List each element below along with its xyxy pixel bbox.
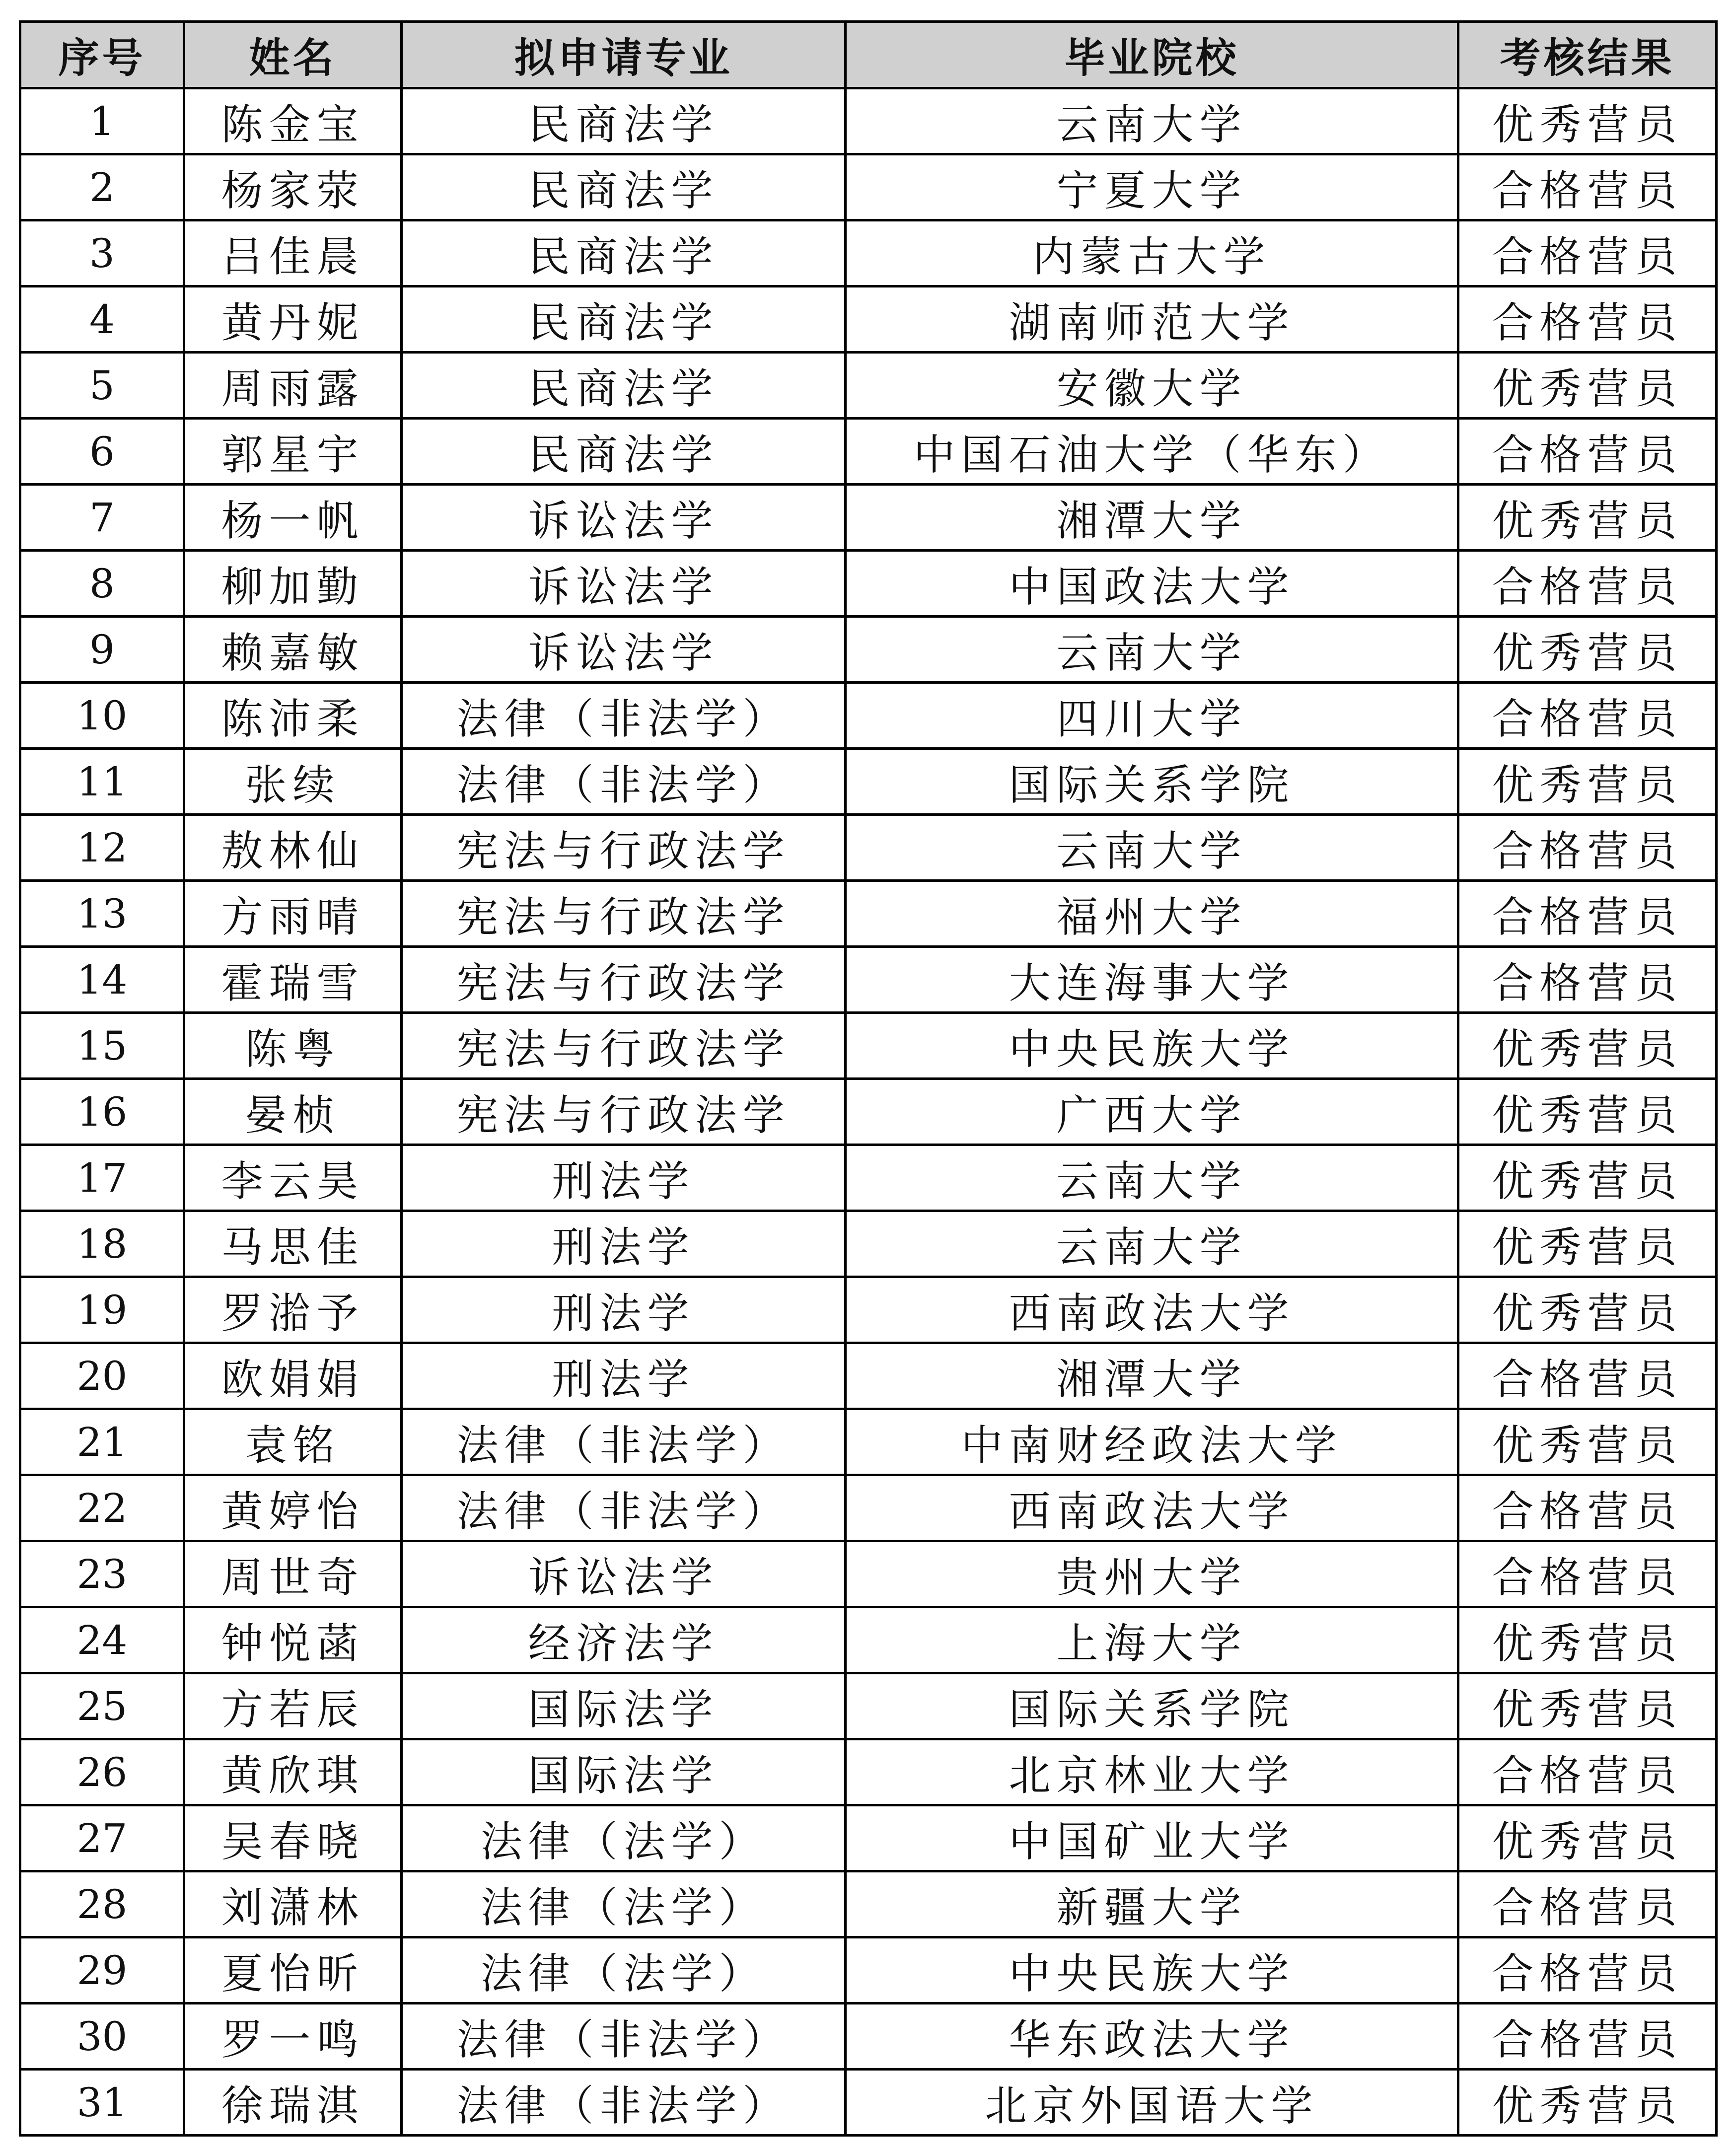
cell-graduate-school: 四川大学 (846, 683, 1458, 749)
cell-applied-major: 法律（法学） (402, 1805, 846, 1871)
cell-applied-major: 刑法学 (402, 1277, 846, 1343)
table-row (20, 419, 1717, 485)
cell-serial-number: 20 (20, 1343, 184, 1409)
table-row (20, 1607, 1717, 1673)
cell-serial-number: 1 (20, 88, 184, 154)
cell-serial-number: 8 (20, 551, 184, 617)
table-row (20, 1145, 1717, 1211)
cell-assessment-result: 合格营员 (1458, 815, 1717, 881)
cell-assessment-result: 优秀营员 (1458, 1145, 1717, 1211)
cell-graduate-school: 华东政法大学 (846, 2003, 1458, 2070)
table-row (20, 683, 1717, 749)
table-row (20, 749, 1717, 815)
cell-graduate-school: 西南政法大学 (846, 1277, 1458, 1343)
table-row (20, 815, 1717, 881)
cell-applied-major: 国际法学 (402, 1673, 846, 1739)
cell-graduate-school: 云南大学 (846, 88, 1458, 154)
cell-assessment-result: 优秀营员 (1458, 1013, 1717, 1079)
cell-graduate-school: 西南政法大学 (846, 1475, 1458, 1541)
cell-assessment-result: 优秀营员 (1458, 1277, 1717, 1343)
cell-applied-major: 法律（非法学） (402, 1409, 846, 1475)
cell-graduate-school: 上海大学 (846, 1607, 1458, 1673)
cell-assessment-result: 优秀营员 (1458, 485, 1717, 551)
cell-assessment-result: 合格营员 (1458, 881, 1717, 947)
table-row (20, 1871, 1717, 1937)
table-row (20, 2070, 1717, 2136)
cell-name: 周雨露 (184, 353, 402, 419)
table-row (20, 1541, 1717, 1607)
cell-assessment-result: 合格营员 (1458, 419, 1717, 485)
cell-serial-number: 15 (20, 1013, 184, 1079)
cell-name: 陈金宝 (184, 88, 402, 154)
cell-name: 杨一帆 (184, 485, 402, 551)
cell-graduate-school: 大连海事大学 (846, 947, 1458, 1013)
header-applied-major: 拟申请专业 (402, 22, 846, 88)
cell-name: 黄丹妮 (184, 286, 402, 353)
cell-serial-number: 30 (20, 2003, 184, 2070)
cell-name: 钟悦菡 (184, 1607, 402, 1673)
cell-assessment-result: 合格营员 (1458, 1739, 1717, 1805)
cell-serial-number: 17 (20, 1145, 184, 1211)
cell-applied-major: 诉讼法学 (402, 617, 846, 683)
cell-applied-major: 法律（非法学） (402, 749, 846, 815)
cell-serial-number: 23 (20, 1541, 184, 1607)
table-row (20, 1409, 1717, 1475)
cell-serial-number: 9 (20, 617, 184, 683)
table-row (20, 617, 1717, 683)
cell-applied-major: 诉讼法学 (402, 551, 846, 617)
cell-applied-major: 法律（非法学） (402, 683, 846, 749)
cell-name: 陈粤 (184, 1013, 402, 1079)
cell-graduate-school: 中国政法大学 (846, 551, 1458, 617)
cell-graduate-school: 宁夏大学 (846, 154, 1458, 220)
cell-name: 陈沛柔 (184, 683, 402, 749)
cell-applied-major: 民商法学 (402, 154, 846, 220)
cell-graduate-school: 中央民族大学 (846, 1013, 1458, 1079)
cell-name: 黄欣琪 (184, 1739, 402, 1805)
cell-applied-major: 法律（法学） (402, 1871, 846, 1937)
cell-graduate-school: 云南大学 (846, 617, 1458, 683)
cell-assessment-result: 合格营员 (1458, 2003, 1717, 2070)
cell-graduate-school: 贵州大学 (846, 1541, 1458, 1607)
cell-name: 杨家荥 (184, 154, 402, 220)
cell-assessment-result: 合格营员 (1458, 154, 1717, 220)
table-row (20, 220, 1717, 286)
cell-serial-number: 2 (20, 154, 184, 220)
cell-name: 霍瑞雪 (184, 947, 402, 1013)
cell-applied-major: 宪法与行政法学 (402, 815, 846, 881)
cell-assessment-result: 优秀营员 (1458, 1673, 1717, 1739)
cell-applied-major: 诉讼法学 (402, 1541, 846, 1607)
cell-graduate-school: 广西大学 (846, 1079, 1458, 1145)
cell-serial-number: 29 (20, 1937, 184, 2003)
cell-assessment-result: 合格营员 (1458, 1871, 1717, 1937)
cell-graduate-school: 中国矿业大学 (846, 1805, 1458, 1871)
cell-applied-major: 法律（非法学） (402, 1475, 846, 1541)
cell-name: 周世奇 (184, 1541, 402, 1607)
cell-applied-major: 宪法与行政法学 (402, 881, 846, 947)
cell-name: 徐瑞淇 (184, 2070, 402, 2136)
cell-serial-number: 7 (20, 485, 184, 551)
cell-name: 黄婷怡 (184, 1475, 402, 1541)
table-body (20, 88, 1717, 2136)
cell-serial-number: 12 (20, 815, 184, 881)
cell-applied-major: 法律（非法学） (402, 2070, 846, 2136)
cell-name: 刘潇林 (184, 1871, 402, 1937)
cell-graduate-school: 北京林业大学 (846, 1739, 1458, 1805)
cell-graduate-school: 湖南师范大学 (846, 286, 1458, 353)
cell-name: 李云昊 (184, 1145, 402, 1211)
cell-applied-major: 刑法学 (402, 1343, 846, 1409)
table-row (20, 881, 1717, 947)
table-row (20, 1211, 1717, 1277)
cell-name: 罗一鸣 (184, 2003, 402, 2070)
cell-assessment-result: 优秀营员 (1458, 1211, 1717, 1277)
cell-assessment-result: 优秀营员 (1458, 88, 1717, 154)
cell-assessment-result: 优秀营员 (1458, 1607, 1717, 1673)
cell-serial-number: 28 (20, 1871, 184, 1937)
cell-applied-major: 宪法与行政法学 (402, 1013, 846, 1079)
cell-name: 吴春晓 (184, 1805, 402, 1871)
cell-graduate-school: 中国石油大学（华东） (846, 419, 1458, 485)
cell-serial-number: 3 (20, 220, 184, 286)
cell-assessment-result: 优秀营员 (1458, 2070, 1717, 2136)
table-row (20, 154, 1717, 220)
cell-applied-major: 刑法学 (402, 1145, 846, 1211)
header-name: 姓名 (184, 22, 402, 88)
cell-serial-number: 31 (20, 2070, 184, 2136)
cell-serial-number: 18 (20, 1211, 184, 1277)
cell-assessment-result: 优秀营员 (1458, 1079, 1717, 1145)
cell-serial-number: 24 (20, 1607, 184, 1673)
cell-serial-number: 13 (20, 881, 184, 947)
cell-applied-major: 宪法与行政法学 (402, 947, 846, 1013)
table-row (20, 1277, 1717, 1343)
table-row (20, 551, 1717, 617)
cell-assessment-result: 优秀营员 (1458, 1805, 1717, 1871)
cell-graduate-school: 湘潭大学 (846, 485, 1458, 551)
cell-assessment-result: 合格营员 (1458, 551, 1717, 617)
table-row (20, 1937, 1717, 2003)
cell-name: 张续 (184, 749, 402, 815)
cell-assessment-result: 优秀营员 (1458, 1409, 1717, 1475)
table-row (20, 88, 1717, 154)
cell-applied-major: 民商法学 (402, 286, 846, 353)
cell-assessment-result: 优秀营员 (1458, 749, 1717, 815)
cell-name: 赖嘉敏 (184, 617, 402, 683)
cell-serial-number: 26 (20, 1739, 184, 1805)
cell-graduate-school: 云南大学 (846, 1145, 1458, 1211)
cell-applied-major: 民商法学 (402, 88, 846, 154)
header-row (20, 22, 1717, 88)
cell-serial-number: 22 (20, 1475, 184, 1541)
cell-assessment-result: 合格营员 (1458, 220, 1717, 286)
table-row (20, 1343, 1717, 1409)
cell-serial-number: 10 (20, 683, 184, 749)
cell-assessment-result: 合格营员 (1458, 947, 1717, 1013)
cell-serial-number: 4 (20, 286, 184, 353)
cell-name: 郭星宇 (184, 419, 402, 485)
cell-name: 马思佳 (184, 1211, 402, 1277)
cell-applied-major: 刑法学 (402, 1211, 846, 1277)
cell-graduate-school: 国际关系学院 (846, 749, 1458, 815)
cell-graduate-school: 国际关系学院 (846, 1673, 1458, 1739)
cell-applied-major: 法律（法学） (402, 1937, 846, 2003)
cell-serial-number: 11 (20, 749, 184, 815)
cell-graduate-school: 北京外国语大学 (846, 2070, 1458, 2136)
cell-assessment-result: 合格营员 (1458, 286, 1717, 353)
cell-name: 敖林仙 (184, 815, 402, 881)
cell-graduate-school: 安徽大学 (846, 353, 1458, 419)
cell-serial-number: 5 (20, 353, 184, 419)
cell-name: 欧娟娟 (184, 1343, 402, 1409)
cell-graduate-school: 福州大学 (846, 881, 1458, 947)
table-row (20, 1739, 1717, 1805)
cell-name: 柳加勤 (184, 551, 402, 617)
cell-assessment-result: 优秀营员 (1458, 617, 1717, 683)
cell-serial-number: 14 (20, 947, 184, 1013)
cell-serial-number: 6 (20, 419, 184, 485)
table-row (20, 1805, 1717, 1871)
cell-graduate-school: 湘潭大学 (846, 1343, 1458, 1409)
header-serial-number: 序号 (20, 22, 184, 88)
cell-graduate-school: 云南大学 (846, 1211, 1458, 1277)
header-assessment-result: 考核结果 (1458, 22, 1717, 88)
cell-graduate-school: 中央民族大学 (846, 1937, 1458, 2003)
table-row (20, 286, 1717, 353)
cell-applied-major: 民商法学 (402, 353, 846, 419)
cell-assessment-result: 优秀营员 (1458, 353, 1717, 419)
cell-assessment-result: 合格营员 (1458, 1541, 1717, 1607)
table-row (20, 1475, 1717, 1541)
cell-applied-major: 宪法与行政法学 (402, 1079, 846, 1145)
table-row (20, 2003, 1717, 2070)
table-row (20, 1079, 1717, 1145)
table-row (20, 353, 1717, 419)
cell-applied-major: 国际法学 (402, 1739, 846, 1805)
cell-graduate-school: 云南大学 (846, 815, 1458, 881)
cell-applied-major: 民商法学 (402, 220, 846, 286)
header-graduate-school: 毕业院校 (846, 22, 1458, 88)
results-table (19, 20, 1718, 2137)
cell-name: 方雨晴 (184, 881, 402, 947)
cell-name: 夏怡昕 (184, 1937, 402, 2003)
cell-graduate-school: 新疆大学 (846, 1871, 1458, 1937)
cell-assessment-result: 合格营员 (1458, 683, 1717, 749)
table-row (20, 947, 1717, 1013)
cell-serial-number: 21 (20, 1409, 184, 1475)
cell-applied-major: 经济法学 (402, 1607, 846, 1673)
table-row (20, 485, 1717, 551)
cell-name: 晏桢 (184, 1079, 402, 1145)
cell-assessment-result: 合格营员 (1458, 1475, 1717, 1541)
cell-serial-number: 25 (20, 1673, 184, 1739)
table-row (20, 1673, 1717, 1739)
cell-serial-number: 16 (20, 1079, 184, 1145)
cell-graduate-school: 中南财经政法大学 (846, 1409, 1458, 1475)
cell-applied-major: 诉讼法学 (402, 485, 846, 551)
cell-assessment-result: 合格营员 (1458, 1937, 1717, 2003)
cell-graduate-school: 内蒙古大学 (846, 220, 1458, 286)
cell-applied-major: 民商法学 (402, 419, 846, 485)
table-row (20, 1013, 1717, 1079)
cell-assessment-result: 合格营员 (1458, 1343, 1717, 1409)
cell-serial-number: 27 (20, 1805, 184, 1871)
cell-name: 罗湁予 (184, 1277, 402, 1343)
cell-name: 方若辰 (184, 1673, 402, 1739)
cell-name: 袁铭 (184, 1409, 402, 1475)
cell-name: 吕佳晨 (184, 220, 402, 286)
cell-applied-major: 法律（非法学） (402, 2003, 846, 2070)
cell-serial-number: 19 (20, 1277, 184, 1343)
